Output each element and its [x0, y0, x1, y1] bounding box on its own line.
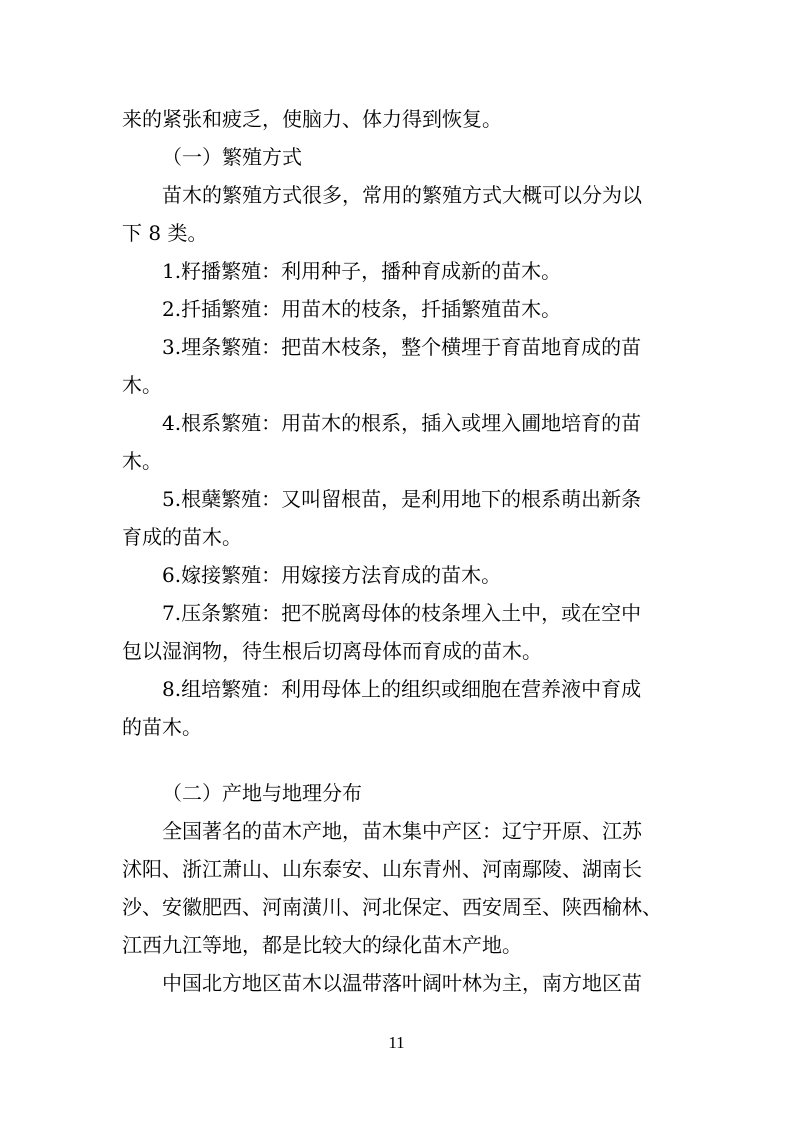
paragraph-line: 沙、安徽肥西、河南潢川、河北保定、西安周至、陕西榆林、: [122, 895, 662, 919]
list-item-tissue-culture-propagation: 8.组培繁殖：利用母体上的组织或细胞在营养液中育成: [162, 677, 642, 701]
paragraph-line: 江西九江等地，都是比较大的绿化苗木产地。: [122, 933, 522, 957]
paragraph-line: 沭阳、浙江萧山、山东泰安、山东青州、河南鄢陵、湖南长: [122, 857, 642, 881]
list-item-continuation: 的苗木。: [122, 715, 202, 739]
list-item-cutting-propagation: 2.扦插繁殖：用苗木的枝条，扦插繁殖苗木。: [162, 297, 562, 321]
paragraph-line: 全国著名的苗木产地，苗木集中产区：辽宁开原、江苏: [162, 819, 642, 843]
list-item-continuation: 木。: [122, 449, 162, 473]
list-item-continuation: 木。: [122, 373, 162, 397]
page-number: 11: [388, 1033, 405, 1052]
list-item-layering-propagation: 7.压条繁殖：把不脱离母体的枝条埋入土中，或在空中: [162, 601, 642, 625]
section-heading-production-areas: （二）产地与地理分布: [162, 781, 362, 805]
list-item-seed-propagation: 1.籽播繁殖：利用种子，播种育成新的苗木。: [162, 259, 562, 283]
paragraph-continuation-line: 来的紧张和疲乏，使脑力、体力得到恢复。: [122, 107, 502, 131]
list-item-continuation: 育成的苗木。: [122, 525, 242, 549]
list-item-layering-burial-propagation: 3.埋条繁殖：把苗木枝条，整个横埋于育苗地育成的苗: [162, 335, 642, 359]
list-item-root-sucker-propagation: 5.根蘖繁殖：又叫留根苗，是利用地下的根系萌出新条: [162, 487, 642, 511]
list-item-grafting-propagation: 6.嫁接繁殖：用嫁接方法育成的苗木。: [162, 563, 502, 587]
list-item-continuation: 包以湿润物，待生根后切离母体而育成的苗木。: [122, 639, 542, 663]
section-heading-reproduction-methods: （一）繁殖方式: [162, 145, 302, 169]
paragraph-line: 苗木的繁殖方式很多，常用的繁殖方式大概可以分为以: [162, 183, 642, 207]
paragraph-line: 下 8 类。: [122, 221, 208, 245]
list-item-root-propagation: 4.根系繁殖：用苗木的根系，插入或埋入圃地培育的苗: [162, 411, 642, 435]
paragraph-line: 中国北方地区苗木以温带落叶阔叶林为主，南方地区苗: [162, 971, 642, 995]
